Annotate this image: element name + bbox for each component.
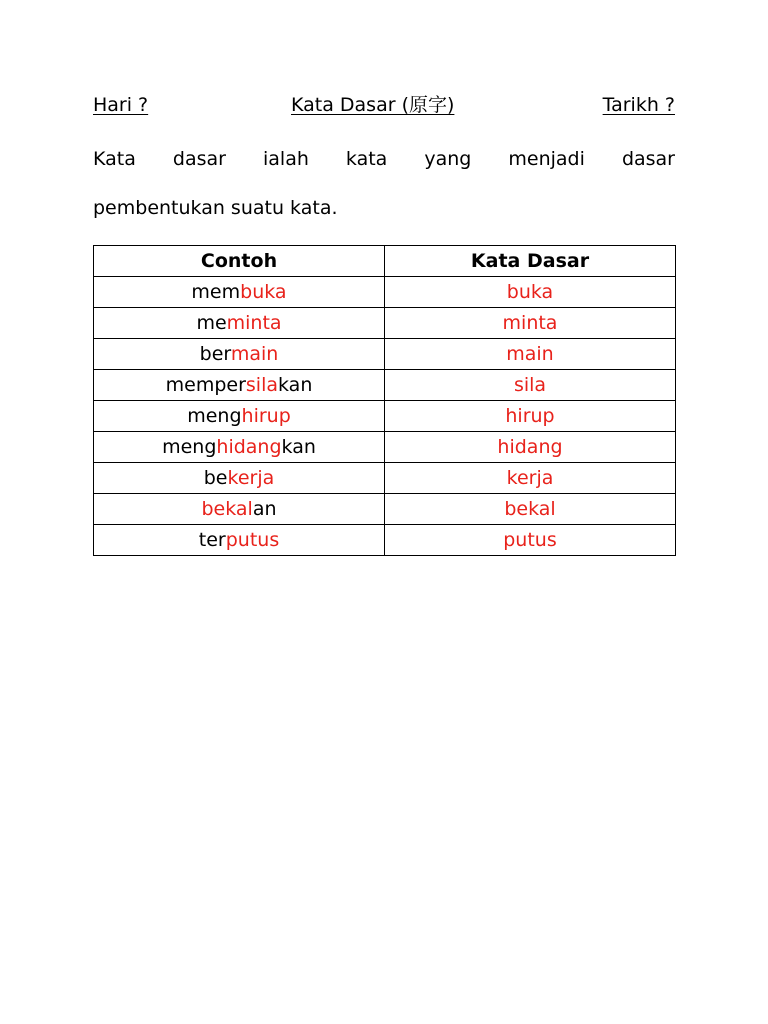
- example-word: [94, 339, 385, 370]
- root-word: sila: [385, 370, 676, 401]
- root-part: hirup: [241, 405, 291, 427]
- root-word: hidang: [385, 432, 676, 463]
- example-word: [94, 463, 385, 494]
- table-header-row: [94, 246, 676, 277]
- root-part: minta: [226, 312, 282, 334]
- example-word: [94, 401, 385, 432]
- column-header-example: Contoh: [94, 246, 385, 277]
- suffix: kan: [281, 436, 316, 458]
- table-row: [94, 277, 676, 308]
- suffix: an: [252, 498, 277, 520]
- intro-word: kata: [345, 148, 388, 170]
- table-row: [94, 370, 676, 401]
- example-word: [94, 432, 385, 463]
- root-part: kerja: [227, 467, 275, 489]
- prefix: mem: [191, 281, 241, 303]
- prefix: meng: [162, 436, 217, 458]
- intro-word: dasar: [172, 148, 226, 170]
- root-word: buka: [385, 277, 676, 308]
- prefix: ber: [199, 343, 231, 365]
- root-word: putus: [385, 525, 676, 556]
- root-part: putus: [225, 529, 280, 551]
- intro-word: dasar: [621, 148, 675, 170]
- root-part: buka: [240, 281, 287, 303]
- example-word: [94, 370, 385, 401]
- intro-word: menjadi: [508, 148, 585, 170]
- table-row: [94, 432, 676, 463]
- example-word: [94, 494, 385, 525]
- table-row: [94, 525, 676, 556]
- root-part: main: [230, 343, 279, 365]
- table-row: [94, 339, 676, 370]
- day-label: Hari ?: [93, 94, 149, 116]
- prefix: me: [196, 312, 227, 334]
- root-word: kerja: [385, 463, 676, 494]
- column-header-root-word: Kata Dasar: [385, 246, 676, 277]
- example-word: [94, 525, 385, 556]
- root-word: main: [385, 339, 676, 370]
- root-part: bekal: [201, 498, 253, 520]
- intro-line-1: [93, 146, 675, 172]
- prefix: meng: [187, 405, 242, 427]
- example-word: [94, 308, 385, 339]
- page-title: Kata Dasar (原字): [291, 94, 455, 116]
- intro-word: Kata: [93, 148, 136, 170]
- intro-word: yang: [424, 148, 472, 170]
- root-word: bekal: [385, 494, 676, 525]
- prefix: memper: [165, 374, 246, 396]
- example-word: [94, 277, 385, 308]
- table-row: [94, 401, 676, 432]
- root-word: minta: [385, 308, 676, 339]
- intro-line-2: pembentukan suatu kata.: [93, 197, 338, 219]
- prefix: ter: [198, 529, 226, 551]
- root-word-table: [93, 245, 676, 556]
- date-label: Tarikh ?: [602, 94, 675, 116]
- table-row: [94, 463, 676, 494]
- table-row: [94, 494, 676, 525]
- table-row: [94, 308, 676, 339]
- header-row: [93, 92, 675, 118]
- prefix: be: [203, 467, 228, 489]
- intro-word: ialah: [263, 148, 309, 170]
- suffix: kan: [278, 374, 313, 396]
- root-part: hidang: [216, 436, 282, 458]
- root-word: hirup: [385, 401, 676, 432]
- root-part: sila: [245, 374, 279, 396]
